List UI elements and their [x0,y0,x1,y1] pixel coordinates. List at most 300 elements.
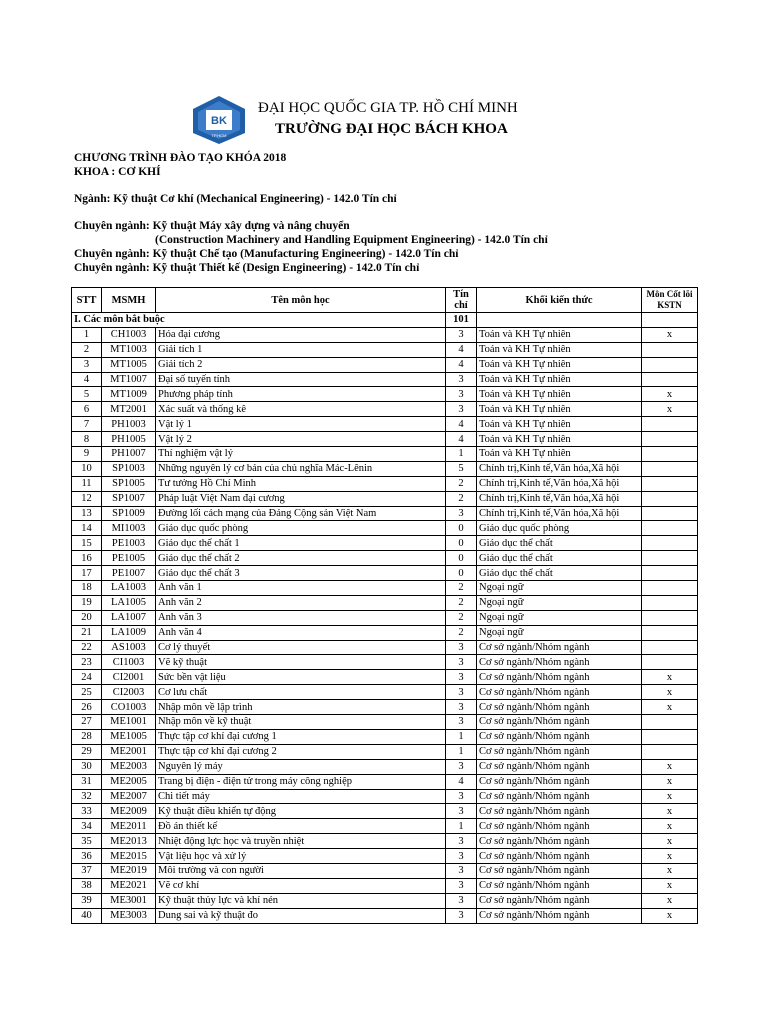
cell-stt: 2 [72,342,102,357]
cell-course-name: Đồ án thiết kế [156,819,446,834]
cell-knowledge-block: Cơ sở ngành/Nhóm ngành [477,789,642,804]
cell-credits: 5 [446,461,477,476]
cell-credits: 4 [446,774,477,789]
cell-core-mark: x [642,774,698,789]
cell-course-name: Sức bền vật liệu [156,670,446,685]
cell-core-mark [642,432,698,447]
cell-course-code: ME2021 [102,878,156,893]
cell-course-name: Nhập môn về lập trình [156,700,446,715]
cell-course-name: Phương pháp tính [156,387,446,402]
cell-credits: 3 [446,893,477,908]
cell-course-code: SP1007 [102,491,156,506]
table-row [72,610,698,625]
cell-course-code: ME2011 [102,819,156,834]
cell-course-code: MT2001 [102,402,156,417]
cell-knowledge-block: Toán và KH Tự nhiên [477,372,642,387]
table-row [72,476,698,491]
cell-course-name: Cơ lưu chất [156,685,446,700]
cell-core-mark: x [642,402,698,417]
cell-knowledge-block: Cơ sở ngành/Nhóm ngành [477,804,642,819]
cell-course-name: Dung sai và kỹ thuật đo [156,908,446,923]
cell-course-name: Thí nghiệm vật lý [156,447,446,462]
cell-stt: 36 [72,849,102,864]
cell-knowledge-block: Toán và KH Tự nhiên [477,327,642,342]
table-row [72,357,698,372]
table-row [72,804,698,819]
cell-course-name: Cơ lý thuyết [156,640,446,655]
section-label: I. Các môn bắt buộc [72,313,446,328]
table-row [72,372,698,387]
cell-course-code: ME2009 [102,804,156,819]
cell-course-code: PE1007 [102,566,156,581]
major-line: Ngành: Kỹ thuật Cơ khí (Mechanical Engineering) - 142.0 Tín chỉ [74,193,397,205]
cell-course-name: Giáo dục thể chất 2 [156,551,446,566]
cell-course-name: Vật liệu học và xử lý [156,849,446,864]
cell-core-mark: x [642,908,698,923]
cell-course-code: ME3001 [102,893,156,908]
cell-stt: 29 [72,744,102,759]
specialization-3: Chuyên ngành: Kỹ thuật Thiết kế (Design Engineering) - 142.0 Tín chỉ [74,262,420,274]
cell-knowledge-block: Toán và KH Tự nhiên [477,387,642,402]
cell-stt: 9 [72,447,102,462]
cell-course-name: Vật lý 1 [156,417,446,432]
cell-knowledge-block: Cơ sở ngành/Nhóm ngành [477,744,642,759]
cell-credits: 3 [446,402,477,417]
cell-course-code: CO1003 [102,700,156,715]
cell-course-code: ME2013 [102,834,156,849]
cell-credits: 2 [446,476,477,491]
cell-core-mark [642,744,698,759]
cell-core-mark [642,461,698,476]
table-row [72,491,698,506]
cell-course-code: CH1003 [102,327,156,342]
cell-course-name: Giải tích 1 [156,342,446,357]
cell-credits: 3 [446,759,477,774]
cell-course-code: ME2001 [102,744,156,759]
header-course-code: MSMH [102,288,156,313]
cell-stt: 31 [72,774,102,789]
table-row [72,327,698,342]
cell-knowledge-block: Ngoại ngữ [477,581,642,596]
cell-course-name: Chi tiết máy [156,789,446,804]
cell-credits: 3 [446,715,477,730]
logo-subtext: TP.HCM [211,133,227,138]
cell-credits: 3 [446,506,477,521]
cell-core-mark: x [642,327,698,342]
cell-credits: 4 [446,342,477,357]
table-row [72,625,698,640]
cell-course-name: Nguyên lý máy [156,759,446,774]
cell-course-name: Kỹ thuật điều khiển tự động [156,804,446,819]
cell-course-code: ME1001 [102,715,156,730]
table-row [72,849,698,864]
section-credits: 101 [446,313,477,328]
section-row [72,313,698,328]
cell-core-mark [642,447,698,462]
header-stt: STT [72,288,102,313]
table-row [72,461,698,476]
cell-stt: 4 [72,372,102,387]
cell-stt: 23 [72,655,102,670]
cell-core-mark [642,729,698,744]
cell-knowledge-block: Cơ sở ngành/Nhóm ngành [477,729,642,744]
cell-stt: 11 [72,476,102,491]
cell-credits: 3 [446,372,477,387]
cell-core-mark [642,655,698,670]
cell-knowledge-block: Cơ sở ngành/Nhóm ngành [477,685,642,700]
table-row [72,655,698,670]
cell-stt: 35 [72,834,102,849]
header-knowledge-block: Khối kiến thức [477,288,642,313]
cell-course-name: Thực tập cơ khí đại cương 2 [156,744,446,759]
header-core-kstn: Môn Cốt lõi KSTN [642,288,698,313]
cell-core-mark [642,357,698,372]
cell-knowledge-block: Cơ sở ngành/Nhóm ngành [477,863,642,878]
cell-knowledge-block: Cơ sở ngành/Nhóm ngành [477,834,642,849]
cell-stt: 40 [72,908,102,923]
cell-knowledge-block: Toán và KH Tự nhiên [477,342,642,357]
cell-knowledge-block: Cơ sở ngành/Nhóm ngành [477,655,642,670]
cell-course-code: SP1005 [102,476,156,491]
table-row [72,878,698,893]
specialization-1: Chuyên ngành: Kỹ thuật Máy xây dựng và nâng chuyển [74,220,350,232]
cell-course-code: PH1003 [102,417,156,432]
cell-stt: 12 [72,491,102,506]
header-credits: Tín chỉ [446,288,477,313]
cell-stt: 21 [72,625,102,640]
cell-core-mark: x [642,387,698,402]
cell-credits: 3 [446,640,477,655]
cell-core-mark: x [642,759,698,774]
cell-core-mark: x [642,670,698,685]
cell-knowledge-block: Cơ sở ngành/Nhóm ngành [477,774,642,789]
header-course-name: Tên môn học [156,288,446,313]
cell-stt: 27 [72,715,102,730]
logo-text: BK [211,115,227,127]
cell-knowledge-block: Ngoại ngữ [477,610,642,625]
cell-knowledge-block: Cơ sở ngành/Nhóm ngành [477,759,642,774]
school-name: TRƯỜNG ĐẠI HỌC BÁCH KHOA [275,121,508,137]
cell-knowledge-block: Cơ sở ngành/Nhóm ngành [477,878,642,893]
cell-knowledge-block: Cơ sở ngành/Nhóm ngành [477,819,642,834]
cell-stt: 10 [72,461,102,476]
table-row [72,566,698,581]
cell-course-name: Tư tưởng Hồ Chí Minh [156,476,446,491]
cell-stt: 37 [72,863,102,878]
cell-course-code: ME3003 [102,908,156,923]
cell-stt: 20 [72,610,102,625]
cell-core-mark [642,581,698,596]
cell-core-mark [642,417,698,432]
cell-stt: 22 [72,640,102,655]
cell-core-mark [642,715,698,730]
cell-stt: 15 [72,536,102,551]
cell-course-code: MT1009 [102,387,156,402]
cell-credits: 3 [446,700,477,715]
cell-course-code: AS1003 [102,640,156,655]
cell-knowledge-block: Cơ sở ngành/Nhóm ngành [477,849,642,864]
cell-knowledge-block: Chính trị,Kinh tế,Văn hóa,Xã hội [477,491,642,506]
table-row [72,536,698,551]
cell-knowledge-block: Toán và KH Tự nhiên [477,402,642,417]
cell-course-name: Thực tập cơ khí đại cương 1 [156,729,446,744]
cell-knowledge-block: Toán và KH Tự nhiên [477,447,642,462]
cell-credits: 3 [446,804,477,819]
cell-knowledge-block: Cơ sở ngành/Nhóm ngành [477,700,642,715]
cell-knowledge-block: Cơ sở ngành/Nhóm ngành [477,893,642,908]
specialization-2: Chuyên ngành: Kỹ thuật Chế tạo (Manufacturing Engineering) - 142.0 Tín chỉ [74,248,459,260]
table-row [72,834,698,849]
cell-credits: 3 [446,685,477,700]
cell-knowledge-block: Cơ sở ngành/Nhóm ngành [477,715,642,730]
cell-course-code: MT1005 [102,357,156,372]
table-row [72,432,698,447]
cell-course-name: Nhập môn về kỹ thuật [156,715,446,730]
table-row [72,729,698,744]
cell-course-code: MT1007 [102,372,156,387]
cell-stt: 39 [72,893,102,908]
cell-core-mark [642,521,698,536]
cell-stt: 8 [72,432,102,447]
cell-core-mark [642,536,698,551]
cell-knowledge-block: Cơ sở ngành/Nhóm ngành [477,640,642,655]
cell-credits: 1 [446,819,477,834]
cell-course-name: Những nguyên lý cơ bản của chủ nghĩa Mác-Lênin [156,461,446,476]
table-row [72,759,698,774]
cell-stt: 24 [72,670,102,685]
cell-credits: 1 [446,729,477,744]
cell-core-mark: x [642,789,698,804]
cell-course-code: ME1005 [102,729,156,744]
cell-course-code: ME2007 [102,789,156,804]
cell-stt: 18 [72,581,102,596]
cell-credits: 3 [446,670,477,685]
cell-course-name: Giáo dục thể chất 1 [156,536,446,551]
cell-core-mark: x [642,893,698,908]
cell-core-mark [642,342,698,357]
cell-stt: 7 [72,417,102,432]
cell-course-code: CI1003 [102,655,156,670]
cell-stt: 30 [72,759,102,774]
cell-course-name: Anh văn 4 [156,625,446,640]
cell-knowledge-block: Giáo dục thể chất [477,551,642,566]
cell-course-name: Vật lý 2 [156,432,446,447]
cell-course-code: PH1005 [102,432,156,447]
table-row [72,387,698,402]
cell-course-code: MT1003 [102,342,156,357]
cell-credits: 2 [446,625,477,640]
cell-core-mark: x [642,878,698,893]
cell-course-name: Đường lối cách mạng của Đảng Cộng sản Việt Nam [156,506,446,521]
cell-credits: 3 [446,387,477,402]
cell-stt: 16 [72,551,102,566]
cell-stt: 34 [72,819,102,834]
cell-credits: 2 [446,595,477,610]
cell-course-code: ME2003 [102,759,156,774]
cell-credits: 3 [446,863,477,878]
cell-course-code: ME2019 [102,863,156,878]
cell-course-code: CI2003 [102,685,156,700]
cell-credits: 0 [446,566,477,581]
table-row [72,863,698,878]
cell-knowledge-block: Cơ sở ngành/Nhóm ngành [477,908,642,923]
cell-credits: 0 [446,521,477,536]
cell-credits: 2 [446,581,477,596]
cell-course-name: Đại số tuyến tính [156,372,446,387]
cell-credits: 4 [446,432,477,447]
table-row [72,685,698,700]
cell-course-name: Anh văn 3 [156,610,446,625]
cell-core-mark: x [642,804,698,819]
cell-stt: 6 [72,402,102,417]
cell-course-name: Anh văn 1 [156,581,446,596]
table-row [72,417,698,432]
cell-course-code: SP1003 [102,461,156,476]
cell-core-mark: x [642,863,698,878]
section-empty-cell [477,313,642,328]
cell-credits: 3 [446,878,477,893]
cell-knowledge-block: Chính trị,Kinh tế,Văn hóa,Xã hội [477,476,642,491]
cell-course-code: LA1009 [102,625,156,640]
cell-stt: 28 [72,729,102,744]
table-row [72,447,698,462]
cell-knowledge-block: Chính trị,Kinh tế,Văn hóa,Xã hội [477,461,642,476]
cell-course-name: Vẽ cơ khí [156,878,446,893]
cell-core-mark [642,476,698,491]
table-row [72,521,698,536]
cell-stt: 1 [72,327,102,342]
table-row [72,744,698,759]
cell-credits: 3 [446,327,477,342]
cell-course-code: MI1003 [102,521,156,536]
cell-credits: 1 [446,447,477,462]
cell-course-name: Vẽ kỹ thuật [156,655,446,670]
cell-credits: 4 [446,357,477,372]
table-row [72,595,698,610]
table-row [72,819,698,834]
cell-stt: 19 [72,595,102,610]
cell-course-code: ME2015 [102,849,156,864]
specialization-1-english: (Construction Machinery and Handling Equipment Engineering) - 142.0 Tín chỉ [155,234,548,246]
cell-credits: 3 [446,655,477,670]
cell-course-code: PE1005 [102,551,156,566]
section-empty-cell [642,313,698,328]
table-row [72,715,698,730]
cell-course-name: Nhiệt động lực học và truyền nhiệt [156,834,446,849]
program-title: CHƯƠNG TRÌNH ĐÀO TẠO KHÓA 2018 [74,152,287,164]
cell-knowledge-block: Ngoại ngữ [477,625,642,640]
cell-stt: 26 [72,700,102,715]
cell-stt: 14 [72,521,102,536]
cell-knowledge-block: Ngoại ngữ [477,595,642,610]
cell-course-code: PH1007 [102,447,156,462]
table-row [72,581,698,596]
cell-core-mark: x [642,819,698,834]
faculty-name: KHOA : CƠ KHÍ [74,166,161,178]
table-row [72,670,698,685]
cell-credits: 3 [446,834,477,849]
cell-course-code: CI2001 [102,670,156,685]
table-row [72,506,698,521]
cell-course-code: PE1003 [102,536,156,551]
cell-course-code: ME2005 [102,774,156,789]
cell-knowledge-block: Chính trị,Kinh tế,Văn hóa,Xã hội [477,506,642,521]
cell-course-name: Xác suất và thống kê [156,402,446,417]
cell-credits: 1 [446,744,477,759]
cell-core-mark [642,625,698,640]
cell-core-mark [642,566,698,581]
table-row [72,908,698,923]
cell-course-name: Anh văn 2 [156,595,446,610]
cell-core-mark [642,372,698,387]
table-row [72,342,698,357]
cell-credits: 3 [446,789,477,804]
cell-knowledge-block: Toán và KH Tự nhiên [477,417,642,432]
cell-credits: 2 [446,491,477,506]
cell-credits: 0 [446,536,477,551]
table-row [72,402,698,417]
table-row [72,551,698,566]
cell-course-name: Hóa đại cương [156,327,446,342]
cell-knowledge-block: Giáo dục thể chất [477,566,642,581]
cell-knowledge-block: Giáo dục quốc phòng [477,521,642,536]
cell-stt: 13 [72,506,102,521]
cell-stt: 5 [72,387,102,402]
cell-stt: 33 [72,804,102,819]
cell-core-mark: x [642,834,698,849]
cell-credits: 4 [446,417,477,432]
cell-course-name: Kỹ thuật thủy lực và khí nén [156,893,446,908]
cell-course-name: Giải tích 2 [156,357,446,372]
cell-core-mark [642,491,698,506]
table-row [72,700,698,715]
cell-core-mark [642,506,698,521]
cell-core-mark [642,551,698,566]
cell-stt: 3 [72,357,102,372]
cell-course-name: Pháp luật Việt Nam đại cương [156,491,446,506]
cell-core-mark: x [642,685,698,700]
cell-stt: 25 [72,685,102,700]
cell-core-mark: x [642,700,698,715]
cell-knowledge-block: Cơ sở ngành/Nhóm ngành [477,670,642,685]
cell-course-code: LA1003 [102,581,156,596]
cell-credits: 0 [446,551,477,566]
cell-course-name: Giáo dục quốc phòng [156,521,446,536]
cell-stt: 32 [72,789,102,804]
table-row [72,640,698,655]
cell-course-code: LA1007 [102,610,156,625]
cell-core-mark [642,610,698,625]
cell-credits: 2 [446,610,477,625]
bk-university-logo [190,95,248,145]
cell-credits: 3 [446,849,477,864]
table-row [72,893,698,908]
cell-course-name: Trang bị điện - điện tử trong máy công nghiệp [156,774,446,789]
cell-knowledge-block: Toán và KH Tự nhiên [477,357,642,372]
cell-course-code: SP1009 [102,506,156,521]
cell-knowledge-block: Toán và KH Tự nhiên [477,432,642,447]
cell-stt: 17 [72,566,102,581]
cell-core-mark: x [642,849,698,864]
cell-credits: 3 [446,908,477,923]
cell-knowledge-block: Giáo dục thể chất [477,536,642,551]
cell-core-mark [642,595,698,610]
table-row [72,774,698,789]
cell-course-code: LA1005 [102,595,156,610]
cell-course-name: Môi trường và con người [156,863,446,878]
table-header-row [72,288,698,313]
table-row [72,789,698,804]
